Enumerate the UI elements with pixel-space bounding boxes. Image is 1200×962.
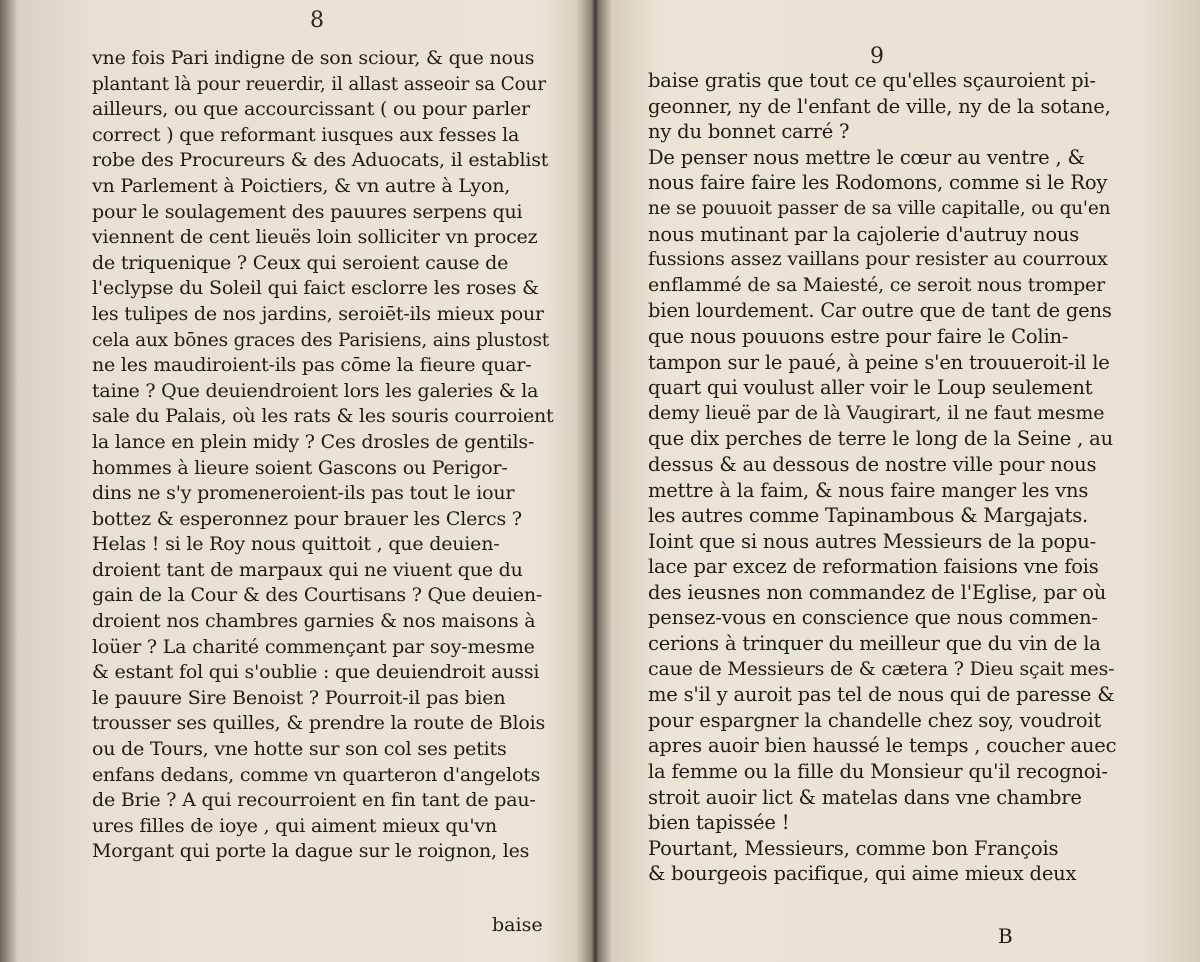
text-line: cela aux bōnes graces des Parisiens, ains plustost [92,329,550,351]
text-line: nous mutinant par la cajolerie d'autruy nous [648,222,1080,246]
catchword: baise [492,914,543,936]
text-line: de Brie ? A qui recourroient en fin tant de pau- [92,789,536,812]
text-line: la femme ou la fille du Monsieur qu'il recognoi- [648,760,1108,784]
text-line: plantant là pour reuerdir, il allast asseoir sa Cour [92,73,546,95]
text-line: que dix perches de terre le long de la Seine , au [648,427,1113,451]
text-line: loüer ? La charité commençant par soy-mesme [92,635,535,658]
text-line: mettre à la faim, & nous faire manger les vns [648,478,1089,502]
text-line: droient nos chambres garnies & nos maisons à [92,610,536,633]
text-line: enflammé de sa Maiesté, ce seroit nous tromper [648,273,1105,296]
text-line: l'eclypse du Soleil qui faict esclorre les roses & [92,277,539,300]
text-line: correct ) que reformant iusques aux fesses la [92,123,520,146]
text-line: gain de la Cour & des Courtisans ? Que deuien- [92,584,543,607]
text-line: & bourgeois pacifique, qui aime mieux deux [648,862,1077,886]
text-line: lace par excez de reformation faisions vne fois [648,555,1099,579]
text-line: Morgant qui porte la dague sur le roignon, les [92,840,530,863]
text-line: tampon sur le paué, à peine s'en trouueroit-il le [648,350,1110,374]
text-line: robe des Procureurs & des Aduocats, il establist [92,149,549,172]
text-line: ailleurs, ou que accourcissant ( ou pour parler [92,98,530,121]
text-line: stroit auoir lict & matelas dans vne chambre [648,785,1082,809]
text-line: trousser ses quilles, & prendre la route de Blois [92,712,546,735]
text-line: viennent de cent lieuës loin solliciter vn procez [92,226,538,249]
text-line: hommes à lieure soient Gascons ou Perigor- [92,456,508,479]
page-number-left: 8 [310,8,324,33]
text-line: ne se pouuoit passer de sa ville capitalle, ou qu'en [648,197,1111,219]
text-line: Helas ! si le Roy nous quittoit , que deuien- [92,533,500,556]
signature-mark: B [998,924,1013,948]
right-page-text [648,68,1116,887]
text-line: geonner, ny de l'enfant de ville, ny de la sotane, [648,94,1111,118]
text-line: baise gratis que tout ce qu'elles sçauroient pi- [648,69,1096,92]
text-line: Ioint que si nous autres Messieurs de la popu- [648,529,1096,553]
text-line: apres auoir bien haussé le temps , coucher auec [648,734,1117,758]
text-line: Pourtant, Messieurs, comme bon François [648,836,1059,860]
text-line: nous faire faire les Rodomons, comme si le Roy [648,171,1108,195]
page-number-right: 9 [870,44,884,69]
text-line: me s'il y auroit pas tel de nous qui de paresse & [648,683,1115,707]
text-line: bien lourdement. Car outre que de tant de gens [648,299,1112,323]
text-line: pensez-vous en conscience que nous commen- [648,606,1098,630]
text-line: ou de Tours, vne hotte sur son col ses petits [92,738,507,761]
text-line: ne les maudiroient-ils pas cōme la fieure quar- [92,354,532,377]
text-line: sale du Palais, où les rats & les souris courroient [92,405,554,428]
text-line: vn Parlement à Poictiers, & vn autre à Lyon, [92,174,511,197]
text-line: droient tant de marpaux qui ne viuent que du [92,558,523,581]
text-line: quart qui voulust aller voir le Loup seulement [648,376,1093,400]
text-line: taine ? Que deuiendroient lors les galeries & la [92,379,539,402]
text-line: cerions à trinquer du meilleur que du vin de la [648,632,1101,656]
text-line: vne fois Pari indigne de son sciour, & que nous [92,47,535,69]
text-line: bien tapissée ! [648,811,790,835]
left-page-text [92,46,554,865]
text-line: les tulipes de nos jardins, seroiēt-ils mieux pour [92,302,544,325]
text-line: bottez & esperonnez pour brauer les Clercs ? [92,507,522,530]
text-line: De penser nous mettre le cœur au ventre , & [648,145,1085,169]
text-line: ures filles de ioye , qui aiment mieux qu'vn [92,814,497,837]
text-line: que nous pouuons estre pour faire le Colin- [648,324,1069,348]
left-page [0,0,596,962]
text-line: de triquenique ? Ceux qui seroient cause de [92,251,509,274]
text-line: des ieusnes non commandez de l'Eglise, par où [648,580,1107,604]
text-line: & estant fol qui s'oublie : que deuiendroit aussi [92,661,540,684]
text-line: demy lieuë par de là Vaugirart, il ne faut mesme [648,401,1105,424]
right-page [600,0,1200,962]
text-line: dessus & au dessous de nostre ville pour nous [648,452,1097,476]
text-line: le pauure Sire Benoist ? Pourroit-il pas bien [92,686,506,709]
text-line: enfans dedans, comme vn quarteron d'angelots [92,763,541,786]
text-line: la lance en plein midy ? Ces drosles de gentils- [92,430,535,453]
text-line: fussions assez vaillans pour resister au courroux [648,248,1108,271]
text-line: ny du bonnet carré ? [648,120,850,144]
text-line: caue de Messieurs de & cætera ? Dieu sçait mes- [648,657,1115,680]
text-line: les autres comme Tapinambous & Margajats. [648,504,1089,528]
text-line: pour le soulagement des pauures serpens qui [92,200,523,223]
text-line: pour espargner la chandelle chez soy, voudroit [648,708,1102,732]
text-line: dins ne s'y promeneroient-ils pas tout le iour [92,482,515,505]
